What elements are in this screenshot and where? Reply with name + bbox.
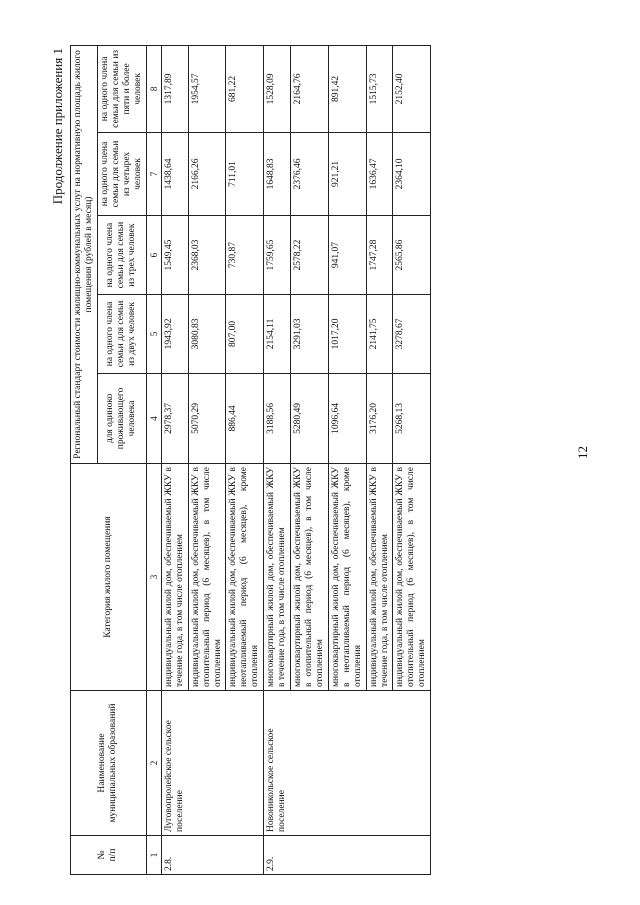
value-cell: 1317,89	[161, 46, 188, 133]
value-cell: 2154,11	[264, 294, 291, 373]
category-cell: многоквартирный жилой дом, обеспечиваемый ЖКУ в неотапливаемый период (6 месяцев), кроме отопления	[328, 464, 366, 691]
header-category: Категория жилого помещения	[71, 464, 147, 691]
category-cell: многоквартирный жилой дом, обеспечиваемый ЖКУ в течение года, в том числе отоплением	[264, 464, 291, 691]
row-number: 2.8.	[161, 836, 263, 875]
table-row	[161, 46, 188, 875]
value-cell: 2978,37	[161, 373, 188, 463]
value-cell: 1438,64	[161, 132, 188, 215]
value-cell: 3176,20	[366, 373, 393, 463]
value-cell: 1017,20	[328, 294, 366, 373]
col-num: 5	[146, 294, 161, 373]
category-cell: индивидуальный жилой дом, обеспечиваемый ЖКУ в отопительный период (6 месяцев), в том числе отоплением	[393, 464, 431, 691]
value-cell: 3080,83	[188, 294, 226, 373]
value-cell: 681,22	[226, 46, 264, 133]
value-cell: 1747,28	[366, 216, 393, 295]
col-num: 6	[146, 216, 161, 295]
subheader-5: на одного члена семьи для семьи из пяти и более человек	[97, 46, 146, 133]
subheader-4: на одного члена семьи для семьи из четырех человек	[97, 132, 146, 215]
value-cell: 3278,67	[393, 294, 431, 373]
subheader-1: для одиноко проживающего человека	[97, 373, 146, 463]
value-cell: 2565,86	[393, 216, 431, 295]
value-cell: 5070,29	[188, 373, 226, 463]
value-cell: 1528,09	[264, 46, 291, 133]
value-cell: 891,42	[328, 46, 366, 133]
table-row	[264, 46, 291, 875]
header-name: Наименование муниципальных образований	[71, 691, 147, 836]
col-num: 2	[146, 691, 161, 836]
category-cell: индивидуальный жилой дом, обеспечиваемый ЖКУ в неотапливаемый период (6 месяцев), кроме отопления	[226, 464, 264, 691]
value-cell: 2164,76	[291, 46, 329, 133]
value-cell: 2166,26	[188, 132, 226, 215]
value-cell: 2368,03	[188, 216, 226, 295]
value-cell: 1954,57	[188, 46, 226, 133]
subheader-2: на одного члена семьи для семьи из двух человек	[97, 294, 146, 373]
continuation-label: Продолжение приложения 1	[50, 48, 65, 205]
value-cell: 1096,64	[328, 373, 366, 463]
value-cell: 886,44	[226, 373, 264, 463]
value-cell: 1648,83	[264, 132, 291, 215]
category-cell: индивидуальный жилой дом, обеспечиваемый ЖКУ в течение года, в том числе отоплением	[366, 464, 393, 691]
value-cell: 5268,13	[393, 373, 431, 463]
value-cell: 3188,56	[264, 373, 291, 463]
value-cell: 2376,46	[291, 132, 329, 215]
value-cell: 1549,45	[161, 216, 188, 295]
category-cell: многоквартирный жилой дом, обеспечиваемый ЖКУ в отопительный период (6 месяцев), в том числе отоплением	[291, 464, 329, 691]
col-num: 8	[146, 46, 161, 133]
value-cell: 1636,47	[366, 132, 393, 215]
value-cell: 941,07	[328, 216, 366, 295]
value-cell: 1943,92	[161, 294, 188, 373]
value-cell: 807,00	[226, 294, 264, 373]
value-cell: 2578,22	[291, 216, 329, 295]
municipality-name: Луговопролейское сельское поселение	[161, 691, 263, 836]
col-num: 3	[146, 464, 161, 691]
value-cell: 711,01	[226, 132, 264, 215]
value-cell: 1759,65	[264, 216, 291, 295]
value-cell: 2364,10	[393, 132, 431, 215]
value-cell: 1515,73	[366, 46, 393, 133]
header-group: Региональный стандарт стоимости жилищно-коммунальных услуг на нормативную площадь жилого помещения (рублей в месяц)	[71, 46, 98, 464]
page-number: 12	[575, 446, 590, 459]
col-num: 1	[146, 836, 161, 875]
category-cell: индивидуальный жилой дом, обеспечиваемый ЖКУ в течение года, в том числе отоплением	[161, 464, 188, 691]
value-cell: 3291,03	[291, 294, 329, 373]
col-num: 7	[146, 132, 161, 215]
subheader-3: на одного члена семьи для семьи из трех человек	[97, 216, 146, 295]
value-cell: 2152,40	[393, 46, 431, 133]
value-cell: 730,87	[226, 216, 264, 295]
header-no: № п/п	[71, 836, 147, 875]
standards-table	[70, 45, 431, 875]
municipality-name: Новоникольское сельское поселение	[264, 691, 431, 836]
category-cell: индивидуальный жилой дом, обеспечиваемый ЖКУ в отопительный период (6 месяцев), в том числе отоплением	[188, 464, 226, 691]
col-num: 4	[146, 373, 161, 463]
column-numbers-row	[146, 46, 161, 875]
value-cell: 5280,49	[291, 373, 329, 463]
value-cell: 921,21	[328, 132, 366, 215]
row-number: 2.9.	[264, 836, 431, 875]
value-cell: 2141,75	[366, 294, 393, 373]
